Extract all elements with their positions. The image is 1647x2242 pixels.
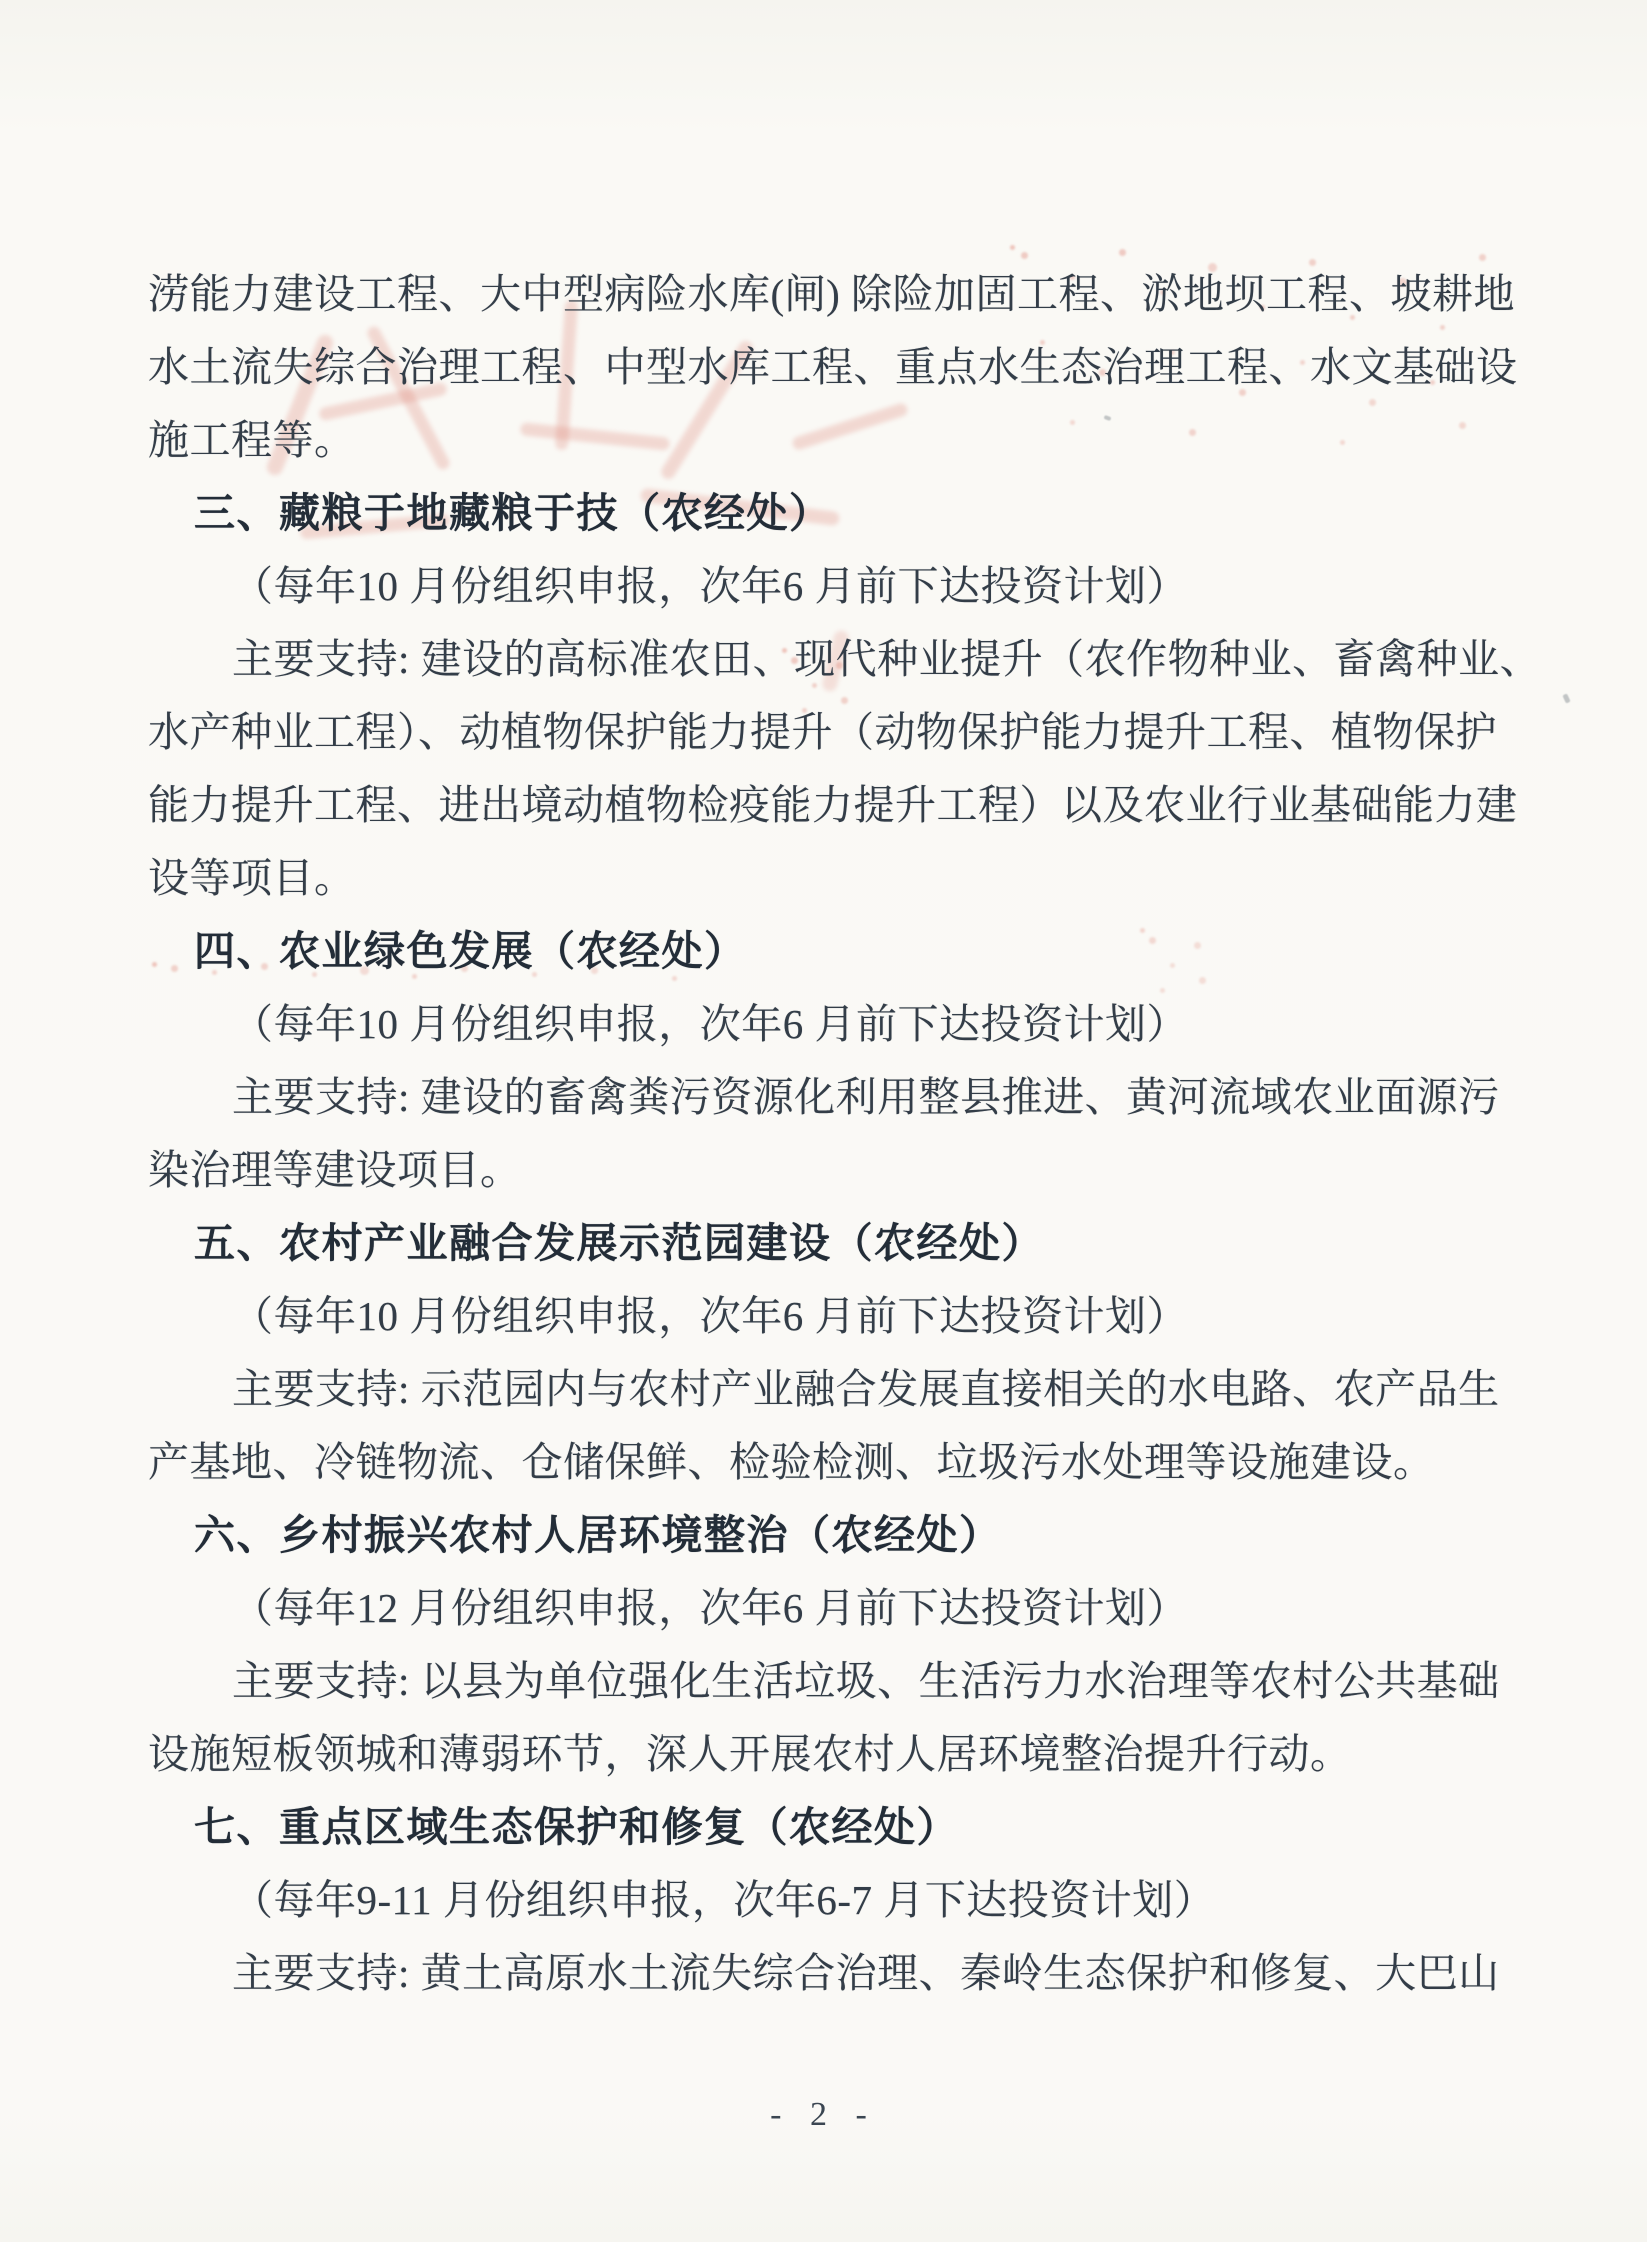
paragraph-line: 能力提升工程、进出境动植物检疫能力提升工程）以及农业行业基础能力建: [148, 782, 1518, 828]
paragraph-line: 主要支持: 以县为单位强化生活垃圾、生活污力水治理等农村公共基础: [232, 1658, 1500, 1704]
stamp-speckles: [1010, 245, 1015, 250]
section-4-schedule: （每年10 月份组织申报，次年6 月前下达投资计划）: [232, 1001, 1188, 1047]
paragraph-line: 主要支持: 建设的畜禽粪污资源化利用整县推进、黄河流域农业面源污: [232, 1074, 1500, 1120]
section-6-heading: 六、乡村振兴农村人居环境整治（农经处）: [194, 1512, 1002, 1558]
paragraph-line: 染治理等建设项目。: [148, 1147, 522, 1193]
paragraph-line: 水土流失综合治理工程、中型水库工程、重点水生态治理工程、水文基础设: [148, 344, 1518, 390]
paragraph-line: 涝能力建设工程、大中型病险水库(闸) 除险加固工程、淤地坝工程、坡耕地: [148, 271, 1516, 317]
section-3-heading: 三、藏粮于地藏粮于技（农经处）: [194, 490, 832, 536]
section-3-schedule: （每年10 月份组织申报，次年6 月前下达投资计划）: [232, 563, 1188, 609]
paragraph-line: 主要支持: 示范园内与农村产业融合发展直接相关的水电路、农产品生: [232, 1366, 1500, 1412]
section-6-schedule: （每年12 月份组织申报，次年6 月前下达投资计划）: [232, 1585, 1188, 1631]
paragraph-line: 设等项目。: [148, 855, 356, 901]
paragraph-line: 主要支持: 黄土高原水土流失综合治理、秦岭生态保护和修复、大巴山: [232, 1950, 1500, 1996]
paragraph-line: 产基地、冷链物流、仓储保鲜、检验检测、垃圾污水处理等设施建设。: [148, 1439, 1435, 1485]
paragraph-line: 水产种业工程）、动植物保护能力提升（动物保护能力提升工程、植物保护: [148, 709, 1497, 755]
paragraph-line: 设施短板领城和薄弱环节，深人开展农村人居环境整治提升行动。: [148, 1731, 1352, 1777]
section-7-heading: 七、重点区域生态保护和修复（农经处）: [194, 1804, 959, 1850]
scan-noise: [1562, 693, 1570, 703]
section-4-heading: 四、农业绿色发展（农经处）: [194, 928, 747, 974]
document-body: [148, 258, 1542, 2010]
section-5-schedule: （每年10 月份组织申报，次年6 月前下达投资计划）: [232, 1293, 1188, 1339]
page-number: - 2 -: [770, 2096, 877, 2133]
paragraph-line: 施工程等。: [148, 417, 356, 463]
section-7-schedule: （每年9-11 月份组织申报，次年6-7 月下达投资计划）: [232, 1877, 1216, 1923]
section-5-heading: 五、农村产业融合发展示范园建设（农经处）: [194, 1220, 1044, 1266]
paragraph-line: 主要支持: 建设的高标准农田、现代种业提升（农作物种业、畜禽种业、: [232, 636, 1542, 682]
